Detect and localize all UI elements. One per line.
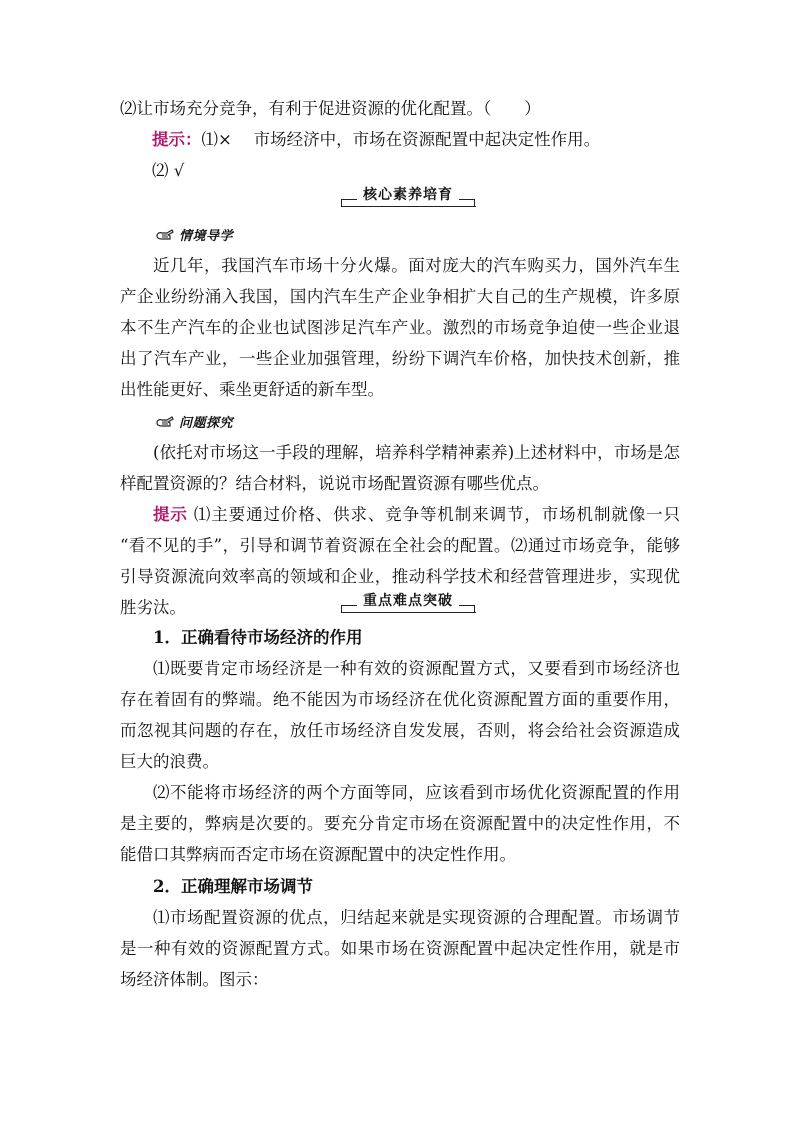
section-situation-label: 情境导学 bbox=[179, 229, 234, 244]
inquiry-hint-text: ⑴主要通过价格、供求、竞争等机制来调节，市场机制就像一只 “看不见的手”，引导和调节着资源在全社会的配置。⑵通过市场竞争，能够引导资源流向效率高的领域和企业，推动科学技术和经营管理进步，实现优胜劣汰。 bbox=[120, 505, 681, 617]
inquiry-hint-label: 提示 bbox=[153, 505, 188, 524]
banner-key-text: 重点难点突破 bbox=[357, 593, 459, 609]
heading-1: 1．正确看待市场经济的作用 bbox=[153, 628, 363, 647]
banner-core-text: 核心素养培育 bbox=[357, 187, 459, 203]
section-situation bbox=[155, 225, 233, 244]
hand-pointer-icon bbox=[155, 227, 175, 243]
item2-question: ⑵让市场充分竞争，有利于促进资源的优化配置。（ ） bbox=[120, 99, 541, 118]
paragraph-1-2: ⑵不能将市场经济的两个方面等同，应该看到市场优化资源配置的作用是主要的，弊病是次要的。要充分肯定市场在资源配置中的决定性作用，不能借口其弊病而否定市场在资源配置中的决定性作用。 bbox=[120, 783, 680, 864]
section-inquiry bbox=[155, 412, 233, 431]
section-inquiry-label: 问题探究 bbox=[179, 416, 234, 431]
banner-core-literacy bbox=[341, 187, 475, 206]
paragraph-1-1: ⑴既要肯定市场经济是一种有效的资源配置方式，又要看到市场经济也存在着固有的弊端。绝不能因为市场经济在优化资源配置方面的重要作用，而忽视其问题的存在，放任市场经济自发发展，否则，将会给社会资源造成巨大的浪费。 bbox=[120, 659, 680, 771]
heading-2: 2．正确理解市场调节 bbox=[153, 877, 313, 896]
banner-key-points bbox=[341, 593, 475, 612]
hand-pointer-icon bbox=[155, 414, 175, 430]
hint1-text: ⑴× 市场经济中，市场在资源配置中起决定性作用。 bbox=[201, 130, 601, 149]
paragraph-2-1: ⑴市场配置资源的优点，归结起来就是实现资源的合理配置。市场调节是一种有效的资源配置方式。如果市场在资源配置中起决定性作用，就是市场经济体制。图示： bbox=[120, 908, 680, 989]
inquiry-paragraph: (依托对市场这一手段的理解，培养科学精神素养)上述材料中，市场是怎样配置资源的？结合材料，说说市场配置资源有哪些优点。 bbox=[120, 443, 680, 493]
situation-paragraph: 近几年，我国汽车市场十分火爆。面对庞大的汽车购买力，国外汽车生产企业纷纷涌入我国，国内汽车生产企业争相扩大自己的生产规模，许多原本不生产汽车的企业也试图涉足汽车产业。激烈的市场竞争迫使一些企业退出了汽车产业，一些企业加强管理，纷纷下调汽车价格，加快技术创新，推出性能更好、乘坐更舒适的新车型。 bbox=[120, 256, 680, 399]
hint1-line bbox=[152, 124, 712, 155]
hint1-label: 提示： bbox=[152, 130, 202, 149]
hint2-line: ⑵ √ bbox=[152, 161, 185, 180]
